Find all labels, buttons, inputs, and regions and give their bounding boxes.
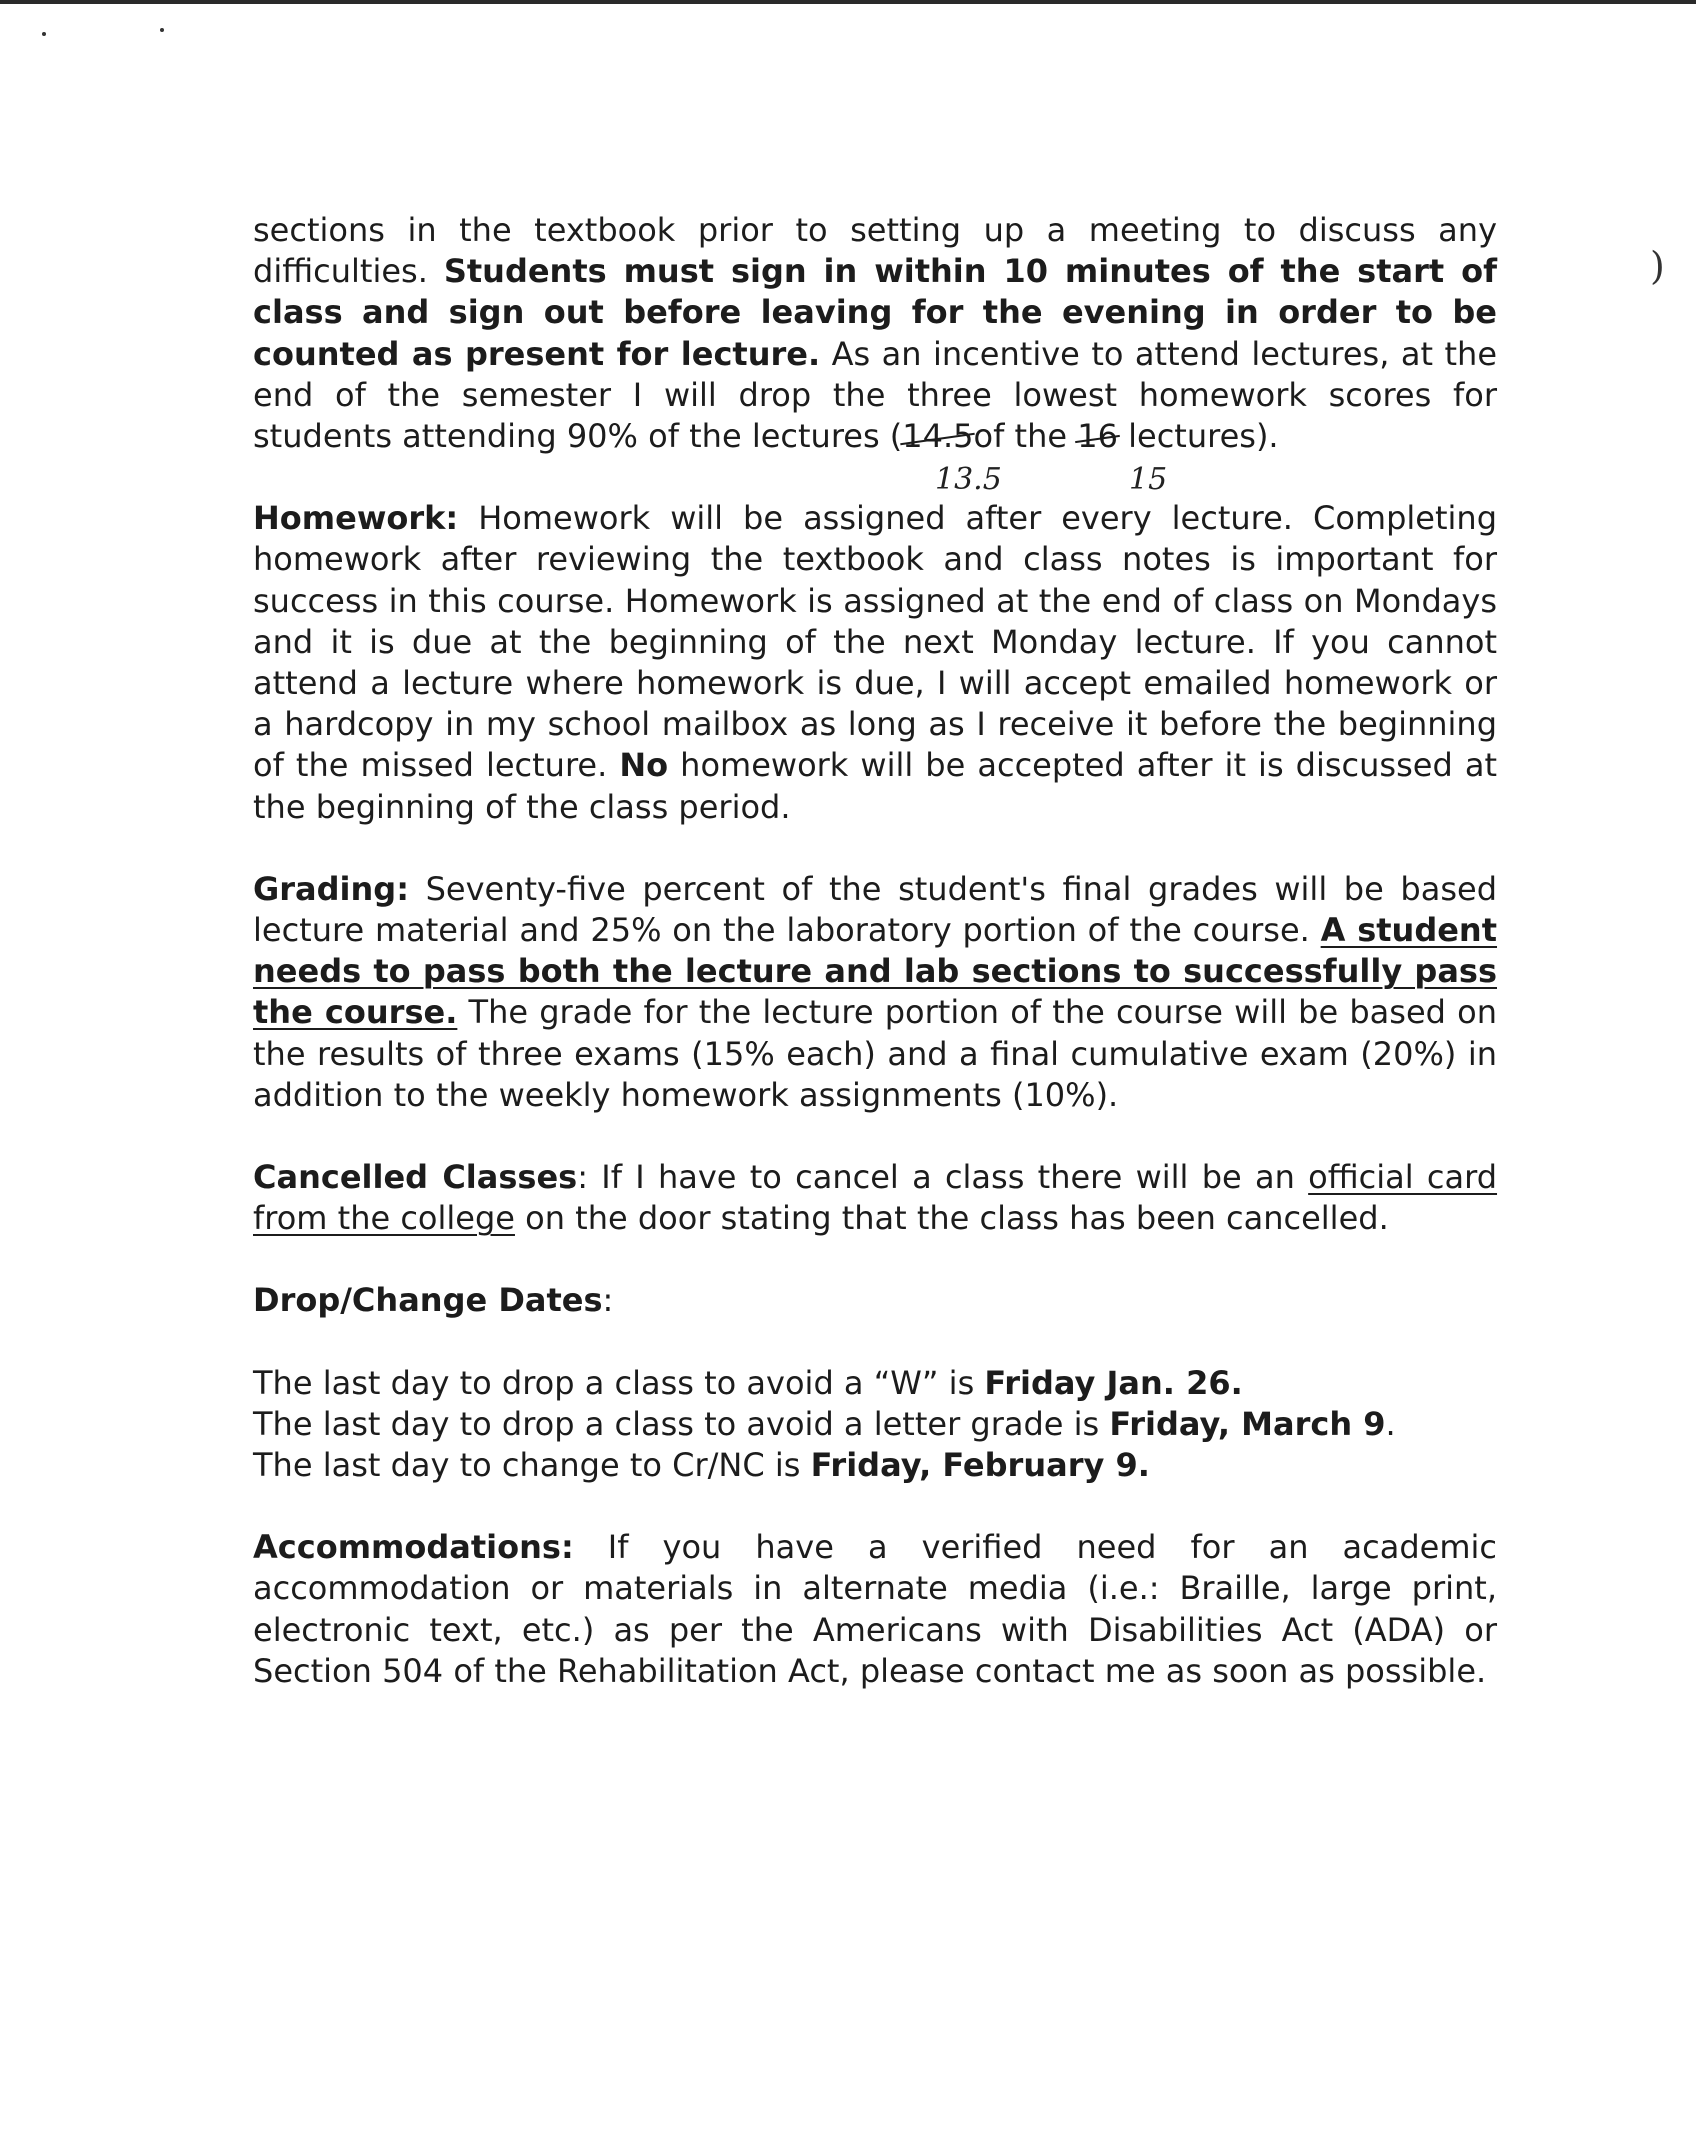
struck-lecture-count: 14.5 — [902, 417, 974, 456]
grading-text: Seventy-five percent of the student's final grades will be based lecture material and 25% on the laboratory portion of the course. — [253, 869, 1497, 950]
date-value: Friday Jan. 26. — [984, 1363, 1243, 1402]
attendance-requirement: Students must sign in within 10 minutes of the start of class and sign out before leaving for the evening in order to be counted as present for lecture. — [253, 252, 1498, 373]
date-punctuation: . — [1385, 1404, 1396, 1443]
drop-date-line — [253, 1445, 1497, 1486]
struck-lecture-total: 16 — [1077, 417, 1118, 456]
attendance-text: lectures). — [1117, 417, 1279, 456]
cancelled-classes-section — [253, 1157, 1497, 1239]
cancelled-text: If I have to cancel a class there will be an — [588, 1158, 1309, 1197]
handwritten-lecture-count: 13.5 — [935, 462, 1002, 498]
scan-speck — [160, 28, 164, 32]
date-text: The last day to drop a class to avoid a “W” is — [253, 1363, 985, 1402]
grading-heading: Grading: — [253, 869, 409, 908]
official-card-text: official card from the college — [253, 1158, 1498, 1238]
homework-heading: Homework: — [253, 499, 459, 538]
homework-text: homework will be accepted after it is discussed at the beginning of the class period. — [253, 746, 1498, 826]
drop-change-heading-line — [253, 1280, 1497, 1321]
grading-text: The grade for the lecture portion of the course will be based on the results of three exams (15% each) and a final cumulative exam (20%) in addition to the weekly homework assignments (10%). — [253, 993, 1498, 1114]
margin-mark: ) — [1650, 244, 1665, 288]
scan-speck — [42, 32, 46, 36]
attendance-paragraph — [253, 210, 1497, 457]
accommodations-heading: Accommodations: — [253, 1528, 574, 1567]
drop-date-line — [253, 1363, 1497, 1404]
homework-text: Homework will be assigned after every lecture. Completing homework after reviewing the textbook and class notes is important for success in this course. Homework is assigned at the end of class on Mondays and it is due at the beginning of the next Monday lecture. If you cannot attend a lecture where homework is due, I will accept emailed homework or a hardcopy in my school mailbox as long as I receive it before the beginning of the missed lecture. — [253, 499, 1497, 785]
attendance-text: of the — [973, 417, 1078, 456]
handwritten-lecture-total: 15 — [1129, 462, 1168, 498]
date-value: Friday, March 9 — [1109, 1404, 1386, 1443]
date-text: The last day to change to Cr/NC is — [253, 1446, 811, 1485]
handwritten-correction-row — [253, 457, 1497, 498]
attendance-text: sections in the textbook prior to setting up a meeting to discuss any difficulties. — [253, 211, 1497, 291]
heading-colon: : — [577, 1158, 588, 1197]
scan-top-edge — [0, 0, 1696, 4]
homework-section — [253, 498, 1497, 828]
date-text: The last day to drop a class to avoid a letter grade is — [253, 1404, 1110, 1443]
attendance-text: As an incentive to attend lectures, at the end of the semester I will drop the three lowest homework scores for students attending 90% of the lectures ( — [253, 334, 1498, 456]
accommodations-section — [253, 1527, 1497, 1692]
pass-requirement: A student needs to pass both the lecture and lab sections to successfully pass the course. — [253, 911, 1498, 1032]
drop-change-heading: Drop/Change Dates — [253, 1281, 603, 1320]
date-value: Friday, February 9. — [810, 1446, 1150, 1485]
cancelled-text: on the door stating that the class has been cancelled. — [514, 1199, 1389, 1238]
grading-section — [253, 869, 1497, 1116]
heading-colon: : — [602, 1281, 614, 1320]
drop-date-line — [253, 1404, 1497, 1445]
cancelled-classes-heading: Cancelled Classes — [253, 1158, 578, 1197]
homework-no-emphasis: No — [619, 746, 669, 785]
document-body — [253, 210, 1497, 1692]
accommodations-text: If you have a verified need for an academic accommodation or materials in alternate media (i.e.: Braille, large print, electronic text, etc.) as per the Americans with Disabilities Act (ADA) or Section 504 of the Rehabilitation Act, please contact me as soon as possible. — [253, 1528, 1497, 1690]
